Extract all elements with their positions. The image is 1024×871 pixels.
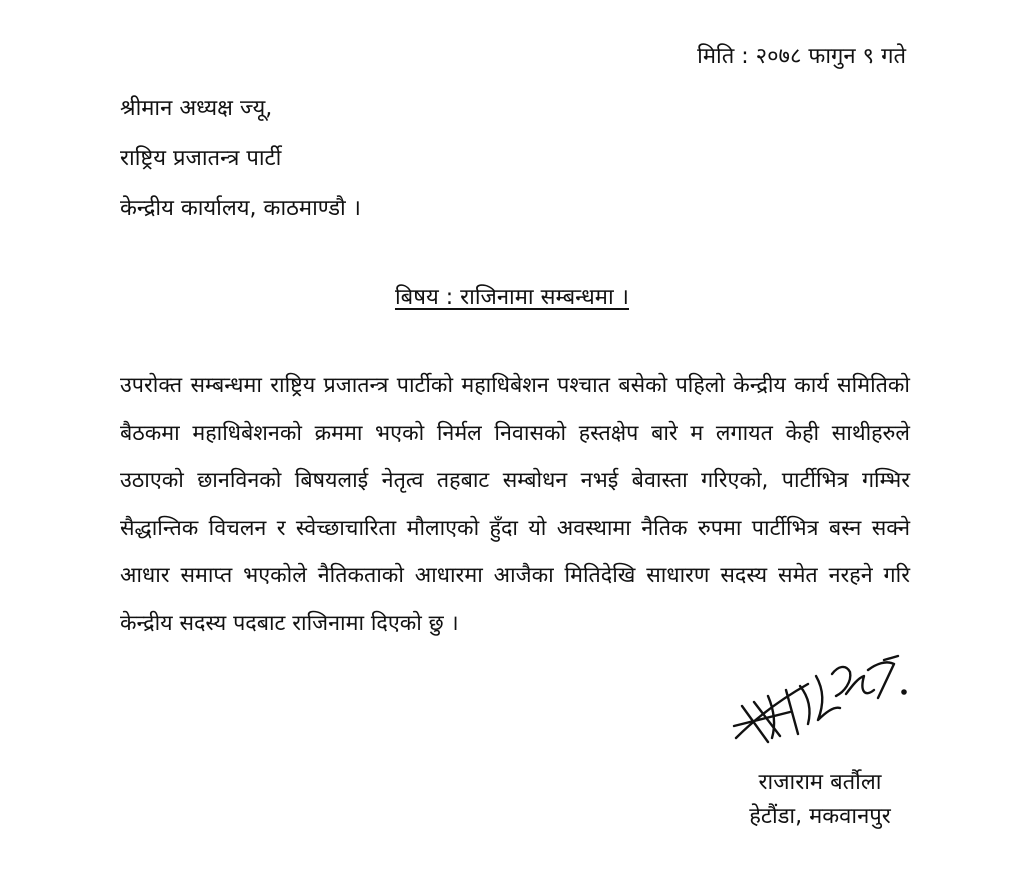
letter-date: मिति : २०७८ फागुन ९ गते xyxy=(697,44,906,69)
handwritten-signature xyxy=(728,646,918,756)
recipient-title: श्रीमान अध्यक्ष ज्यू, xyxy=(120,96,273,121)
recipient-organization: राष्ट्रिय प्रजातन्त्र पार्टी xyxy=(120,146,282,171)
signatory-name: राजाराम बर्तौला xyxy=(758,770,882,795)
recipient-office: केन्द्रीय कार्यालय, काठमाण्डौ । xyxy=(120,196,362,221)
signatory-address: हेटौंडा, मकवानपुर xyxy=(749,804,891,829)
recipient-address xyxy=(120,90,361,240)
letter-body: उपरोक्त सम्बन्धमा राष्ट्रिय प्रजातन्त्र पार्टीको महाधिबेशन पश्चात बसेको पहिलो केन्द्रीय कार्य समितिको बैठकमा महाधिबेशनको क्रममा भएको निर्मल निवासको हस्तक्षेप बारे म लगायत केही साथीहरुले उठाएको छानविनको बिषयलाई नेतृत्व तहबाट सम्बोधन नभई बेवास्ता गरिएको, पार्टीभित्र गम्भिर सैद्धान्तिक विचलन र स्वेच्छाचारिता मौलाएको हुँदा यो अवस्थामा नैतिक रुपमा पार्टीभित्र बस्न सक्ने आधार समाप्त भएकोले नैतिकताको आधारमा आजैका मितिदेखि साधारण सदस्य समेत नरहने गरि केन्द्रीय सदस्य पदबाट राजिनामा दिएको छु । xyxy=(120,373,910,636)
signatory-block xyxy=(735,766,905,834)
subject-line xyxy=(0,281,1024,311)
subject-text: बिषय : राजिनामा सम्बन्धमा । xyxy=(394,285,629,310)
